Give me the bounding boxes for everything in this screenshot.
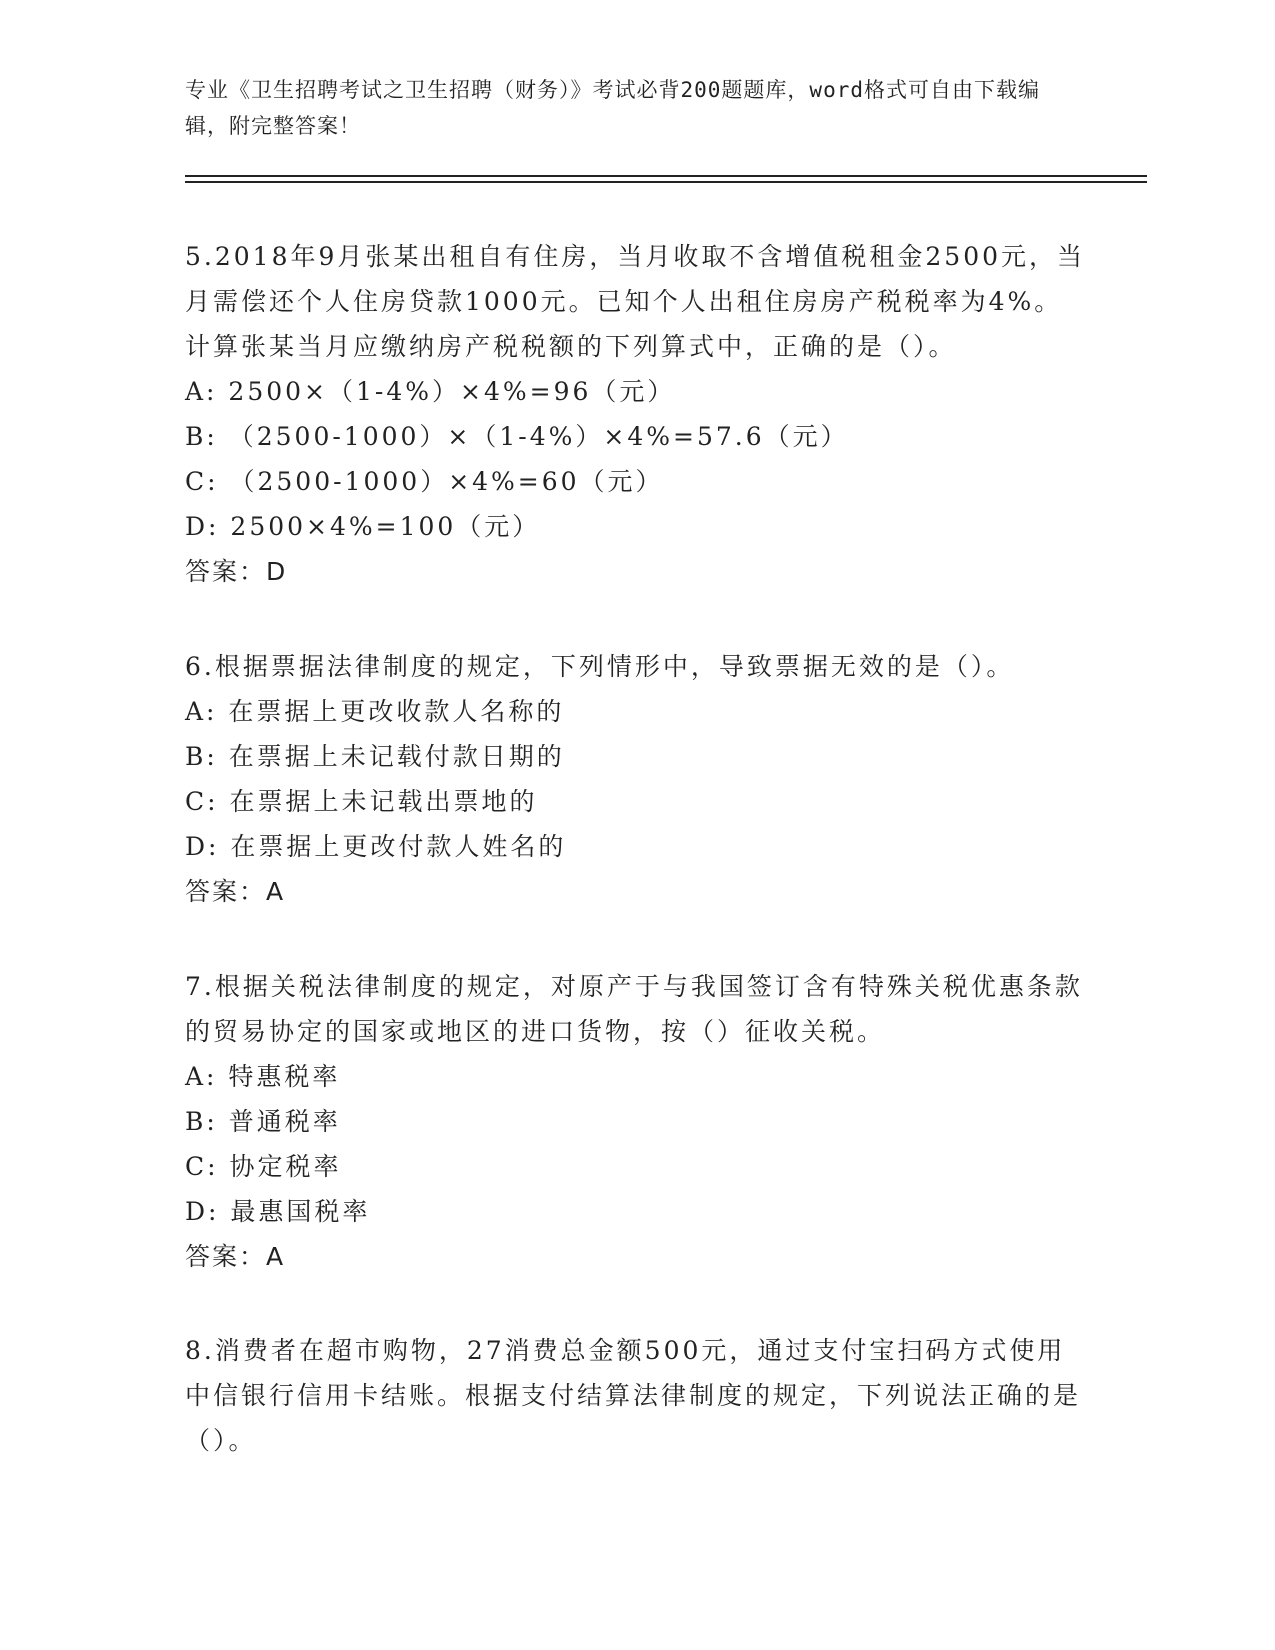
option-b: B: 在票据上未记载付款日期的 <box>185 742 565 771</box>
option-a: A: 2500×（1-4%）×4%=96（元） <box>185 377 676 406</box>
option-c: C: 协定税率 <box>185 1152 342 1181</box>
question-8 <box>185 1328 1085 1463</box>
document-header <box>185 72 1065 144</box>
question-6 <box>185 644 1085 914</box>
option-c: C: 在票据上未记载出票地的 <box>185 787 538 816</box>
option-a: A: 特惠税率 <box>185 1062 341 1091</box>
option-c: C: （2500-1000）×4%=60（元） <box>185 467 664 496</box>
answer: 答案：A <box>185 1242 286 1271</box>
option-d: D: 在票据上更改付款人姓名的 <box>185 832 567 861</box>
question-stem: 6.根据票据法律制度的规定，下列情形中，导致票据无效的是（）。 <box>185 652 1015 681</box>
option-b: B: 普通税率 <box>185 1107 341 1136</box>
question-stem: 8.消费者在超市购物，27消费总金额500元，通过支付宝扫码方式使用中信银行信用卡结账。根据支付结算法律制度的规定，下列说法正确的是（）。 <box>185 1336 1082 1455</box>
answer: 答案：D <box>185 557 288 586</box>
header-divider-top <box>185 175 1147 177</box>
option-d: D: 最惠国税率 <box>185 1197 371 1226</box>
question-5 <box>185 234 1085 594</box>
question-7 <box>185 964 1085 1279</box>
question-stem: 5.2018年9月张某出租自有住房，当月收取不含增值税租金2500元，当月需偿还个人住房贷款1000元。已知个人出租住房房产税税率为4%。计算张某当月应缴纳房产税税额的下列算式中，正确的是（）。 <box>185 242 1086 361</box>
option-a: A: 在票据上更改收款人名称的 <box>185 697 565 726</box>
answer: 答案：A <box>185 877 286 906</box>
option-d: D: 2500×4%=100（元） <box>185 512 541 541</box>
header-divider-bottom <box>185 181 1147 183</box>
option-b: B: （2500-1000）×（1-4%）×4%=57.6（元） <box>185 422 849 451</box>
question-stem: 7.根据关税法律制度的规定，对原产于与我国签订含有特殊关税优惠条款的贸易协定的国家或地区的进口货物，按（）征收关税。 <box>185 972 1083 1046</box>
header-text: 专业《卫生招聘考试之卫生招聘（财务）》考试必背200题题库，word格式可自由下载编辑，附完整答案！ <box>185 78 1040 138</box>
